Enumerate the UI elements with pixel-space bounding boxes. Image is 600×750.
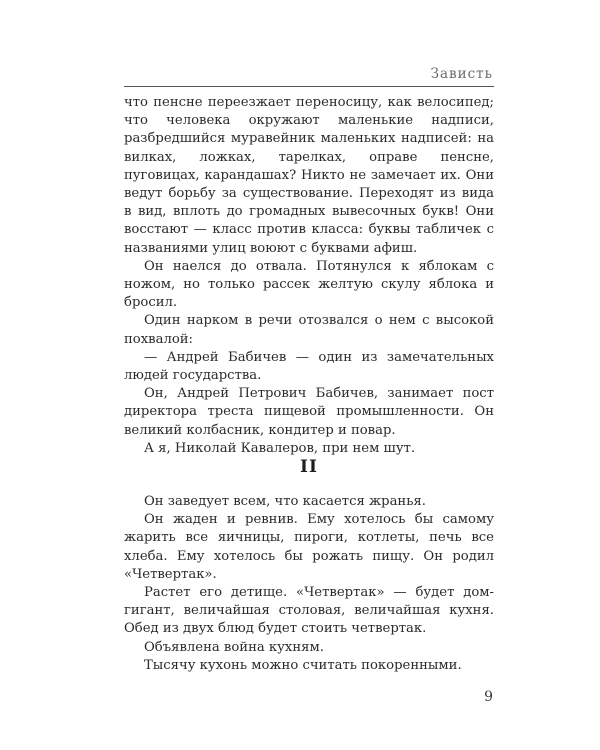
text-section-2 bbox=[124, 493, 494, 675]
paragraph: Объявлена война кухням. bbox=[144, 639, 324, 655]
paragraph: Он, Андрей Петрович Бабичев, занимает пост директора треста пищевой промышленности. Он великий колбасник, кондитер и повар. bbox=[124, 386, 494, 438]
paragraph: — Андрей Бабичев — один из замечательных людей государства. bbox=[124, 349, 494, 384]
paragraph: Растет его детище. «Четвертак» — будет дом-гигант, величайшая столовая, величайшая кухня. Обед из двух блюд будет стоить четвертак. bbox=[124, 585, 494, 637]
paragraph: Один нарком в речи отозвался о нем с высокой похвалой: bbox=[124, 313, 494, 347]
page-number: 9 bbox=[484, 689, 493, 705]
chapter-heading: II bbox=[300, 457, 318, 477]
paragraph: что пенсне переезжает переносицу, как велосипед; что человека окружают маленькие надписи, разбредшийся муравейник маленьких надписей: на вилках, ложках, тарелках, оправе пенсне, пуговицах, карандашах? Никто не замечает их. Они ведут борьбу за существование. Переходят из вида в вид, вплоть до громадных вывесочных букв! Они восстают — класс против класса: буквы табличек с названиями улиц воюют с буквами афиш. bbox=[124, 95, 494, 256]
paragraph: А я, Николай Кавалеров, при нем шут. bbox=[144, 440, 416, 456]
paragraph: Он наелся до отвала. Потянулся к яблокам с ножом, но только рассек желтую скулу яблока и бросил. bbox=[124, 258, 494, 311]
paragraph: Он заведует всем, что касается жранья. bbox=[144, 494, 426, 509]
running-title: Зависть bbox=[430, 66, 493, 82]
paragraph: Тысячу кухонь можно считать покоренными. bbox=[144, 657, 462, 673]
text-section-1 bbox=[124, 94, 494, 458]
header-rule bbox=[124, 86, 494, 87]
paragraph: Он жаден и ревнив. Ему хотелось бы самому жарить все яичницы, пироги, котлеты, печь все хлеба. Ему хотелось бы рожать пищу. Он родил «Четвертак». bbox=[124, 512, 494, 582]
